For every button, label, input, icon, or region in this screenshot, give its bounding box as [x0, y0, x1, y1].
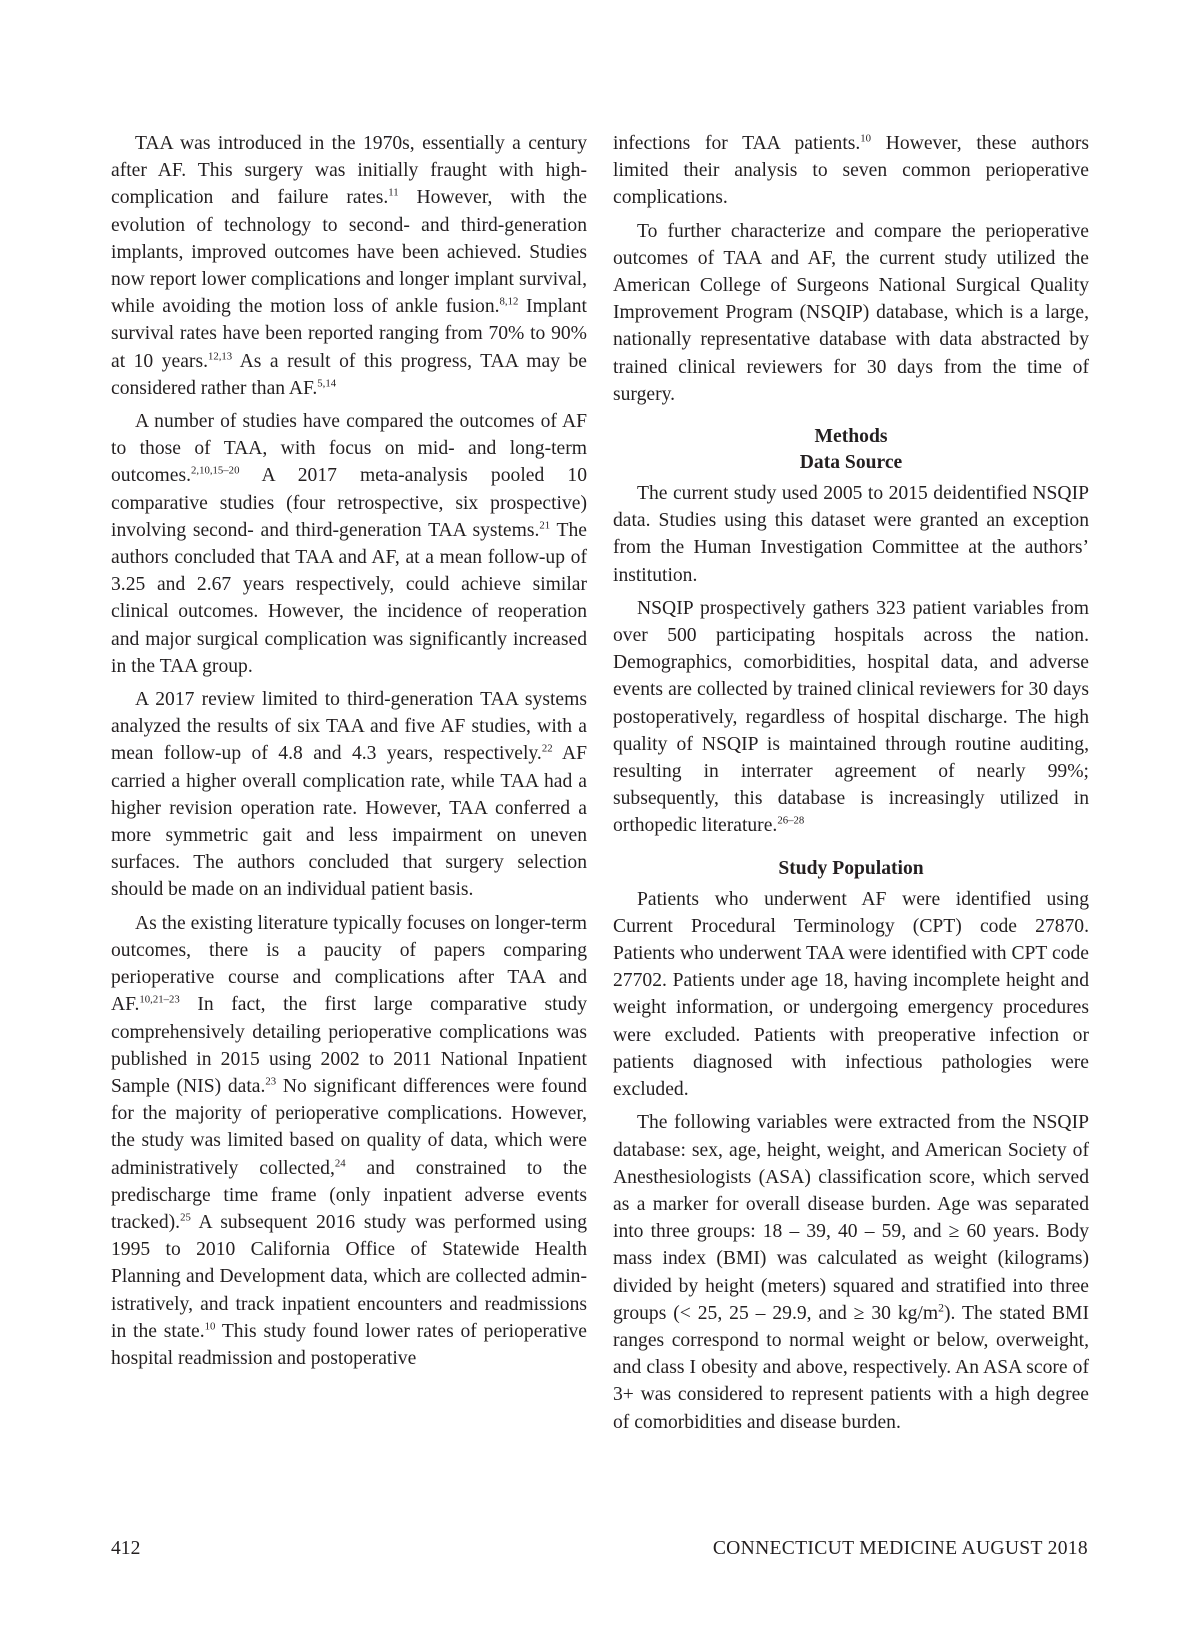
citation-ref: 24: [334, 1156, 346, 1169]
left-column: [111, 130, 587, 1378]
citation-ref: 10,21–23: [139, 993, 180, 1006]
body-paragraph: A 2017 review limited to third-generation TAA systems analyzed the results of six TAA and five AF studies, with a mean follow-up of 4.8 and 4.3 years, respectively.$^{22}$ AF carried a higher overall complication rate, while TAA had a higher revision operation rate. However, TAA conferred a more symmetric gait and less impairment on uneven surfaces. The authors concluded that surgery selection should be made on an individual patient basis.: [111, 689, 587, 901]
journal-footer: CONNECTICUT MEDICINE AUGUST 2018: [712, 1538, 1088, 1559]
subsection-heading-data-source: Data Source: [799, 452, 903, 474]
subsection-heading-study-population: Study Population: [778, 857, 924, 879]
right-column: [613, 130, 1089, 1442]
body-paragraph: NSQIP prospectively gathers 323 patient variables from over 500 participating hospitals across the nation. Demographics, comorbidities, hospital data, and adverse events are collected by trained clinical reviewers for 30 days postoperatively, regardless of hospital discharge. The high quality of NSQIP is maintained through routine auditing, resulting in interrater agreement of nearly 99%; subsequently, this database is increasingly utilized in orthopedic literature.$^{26-28}$: [613, 597, 1089, 837]
citation-ref: 2,10,15–20: [191, 464, 240, 477]
citation-ref: 25: [180, 1211, 191, 1224]
citation-ref: 12,13: [207, 350, 233, 363]
citation-ref: 22: [541, 742, 553, 755]
body-paragraph: A number of studies have compared the outcomes of AF to those of TAA, with focus on mid- and long-term outcomes.$^{2,10,15-20}$ A 2017 meta-analysis pooled 10 comparative studies (four retrospective, six prospective) involving second- and third-generation TAA systems.$^{21}$ The authors concluded that TAA and AF, at a mean follow-up of 3.25 and 2.67 years respectively, could achieve similar clinical outcomes. However, the incidence of reoperation and major surgical complication was significantly increased in the TAA group.: [111, 411, 588, 677]
superscript-exponent: 2: [938, 1301, 944, 1315]
body-paragraph: TAA was introduced in the 1970s, essentially a century after AF. This surgery was initially fraught with high-complication and failure rates.$^{11}$ However, with the evolution of technology to second- and third-generation implants, improved outcomes have been achieved. Studies now report lower complications and longer implant survival, while avoiding the motion loss of ankle fusion.$^{8,12}$ Implant survival rates have been reported ranging from 70% to 90% at 10 years.$^{12,13}$ As a result of this progress, TAA may be considered rather than AF.$^{5,14}$: [111, 133, 587, 399]
citation-ref: 23: [265, 1075, 277, 1088]
body-paragraph: As the existing literature typically focuses on longer-term outcomes, there is a paucity of papers comparing perioperative course and complications after TAA and AF.$^{10,21-23}$ In fact, the first large comparative study comprehensively detailing perioperative complications was published in 2015 using 2002 to 2011 National Inpatient Sample (NIS) data.$^{23}$ No significant differences were found for the majority of perioperative complications. However, the study was limited based on quality of data, which were administratively collected,$^{24}$ and constrained to the predischarge time frame (only inpatient adverse events tracked).$^{25}$ A subsequent 2016 study was performed using 1995 to 2010 California Office of Statewide Health Planning and Development data, which are collected administratively, and track inpatient encounters and readmissions in the state.$^{10}$ This study found lower rates of perioperative hospital readmission and postoperative: [111, 912, 587, 1369]
body-paragraph: The following variables were extracted from the NSQIP database: sex, age, height, weight, and American Society of Anesthesiologists (ASA) classification score, which served as a marker for overall disease burden. Age was separated into three groups: 18 – 39, 40 – 59, and ≥ 60 years. Body mass index (BMI) was calculated as weight (kilograms) divided by height (meters) squared and stratified into three groups (< 25, 25 – 29.9, and ≥ 30 $kg/m^2$). The stated BMI ranges correspond to normal weight or below, overweight, and class I obesity and above, respectively. An ASA score of 3+ was considered to represent patients with a high degree of comorbidities and disease burden.: [613, 1112, 1089, 1433]
citation-ref: 21: [539, 519, 551, 532]
citation-ref: 26–28: [777, 814, 805, 827]
body-paragraph: infections for TAA patients.$^{10}$ However, these authors limited their analysis to seven common perioperative complications.: [613, 132, 1089, 209]
body-paragraph: To further characterize and compare the perioperative outcomes of TAA and AF, the current study utilized the American College of Surgeons National Surgical Quality Improvement Program (NSQIP) database, which is a large, nationally representative database with data abstracted by trained clinical reviewers for 30 days from the time of surgery.: [613, 220, 1089, 405]
citation-ref: 10: [860, 132, 872, 145]
citation-ref: 5,14: [317, 377, 337, 390]
body-paragraph: The current study used 2005 to 2015 deidentified NSQIP data. Studies using this dataset were granted an exception from the Human Investigation Committee at the authors’ institution.: [613, 483, 1089, 586]
citation-ref: 11: [388, 186, 399, 199]
section-heading-methods: Methods: [814, 426, 888, 448]
citation-ref: 8,12: [499, 295, 519, 308]
citation-ref: 10: [204, 1320, 216, 1333]
page-number: 412: [111, 1538, 141, 1559]
body-paragraph: Patients who underwent AF were identified using Current Procedural Terminology (CPT) code 27870. Patients who underwent TAA were identified with CPT code 27702. Patients under age 18, having incomplete height and weight information, or undergoing emergency procedures were excluded. Patients with preoperative infection or patients diagnosed with infectious pathologies were excluded.: [613, 888, 1089, 1101]
